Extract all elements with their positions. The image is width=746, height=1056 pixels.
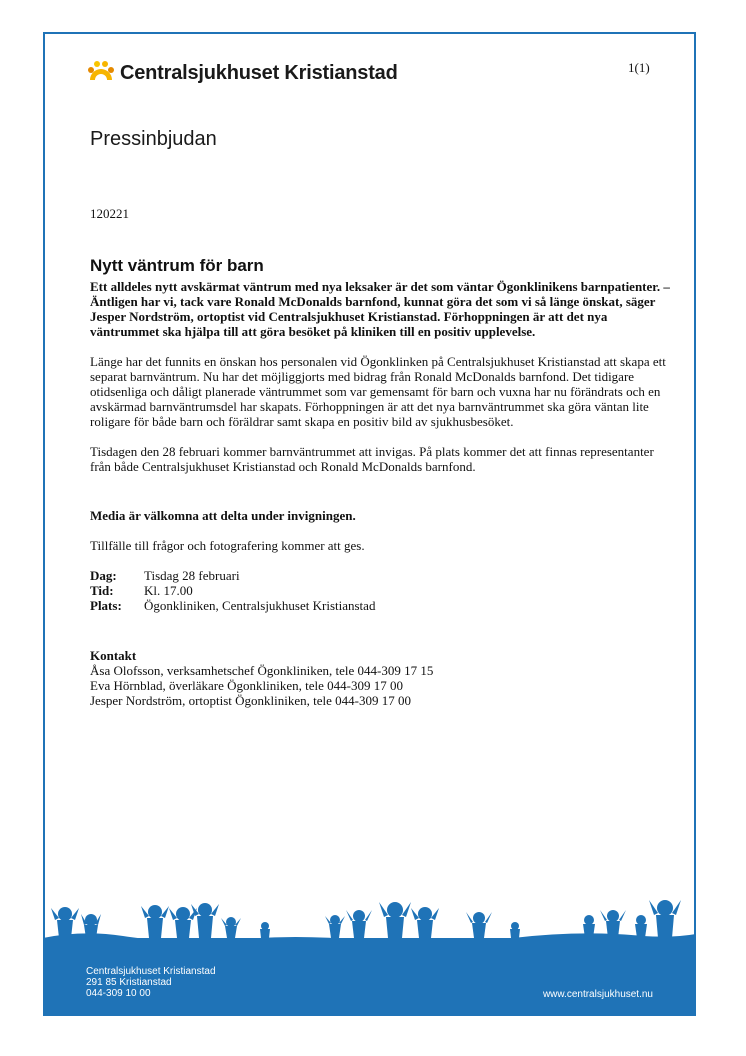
detail-row-day xyxy=(90,568,670,583)
document-type: Pressinbjudan xyxy=(90,128,217,150)
logo-text: Centralsjukhuset Kristianstad xyxy=(120,61,398,84)
sun-logo-icon xyxy=(86,58,116,88)
detail-label: Plats: xyxy=(90,598,122,613)
contact-section xyxy=(90,648,670,708)
media-note: Media är välkomna att delta under invigningen. xyxy=(90,508,356,523)
footer-address-line: Centralsjukhuset Kristianstad xyxy=(86,966,216,977)
questions-note: Tillfälle till frågor och fotografering kommer att ges. xyxy=(90,538,365,553)
detail-label: Dag: xyxy=(90,568,117,583)
contact-line: Åsa Olofsson, verksamhetschef Ögonkliniken, tele 044-309 17 15 xyxy=(90,663,434,678)
body-paragraph-2: Tisdagen den 28 februari kommer barnväntrummet att invigas. På plats kommer det att finnas representanter från både Centralsjukhuset Kristianstad och Ronald McDonalds barnfond. xyxy=(90,444,654,474)
detail-value: Kl. 17.00 xyxy=(144,583,193,598)
lead-paragraph: Ett alldeles nytt avskärmat väntrum med nya leksaker är det som väntar Ögonklinikens barnpatienter. – Äntligen har vi, tack vare Ronald McDonalds barnfond, kunnat göra det som vi så länge önskat, säger Jesper Nordström, ortoptist vid Centralsjukhuset Kristianstad. Förhoppningen är att det nya väntrummet ska hjälpa till att göra besöket på kliniken till en positiv upplevelse. xyxy=(90,279,670,339)
main-content xyxy=(90,256,670,708)
detail-value: Tisdag 28 februari xyxy=(144,568,240,583)
detail-value: Ögonkliniken, Centralsjukhuset Kristianstad xyxy=(144,598,376,613)
document-date: 120221 xyxy=(90,206,129,221)
contact-heading: Kontakt xyxy=(90,648,137,663)
event-details xyxy=(90,568,670,613)
detail-row-time xyxy=(90,583,670,598)
body-paragraph-1: Länge har det funnits en önskan hos personalen vid Ögonklinken på Centralsjukhuset Kristianstad att skapa ett separat barnväntrum. Nu har det möjliggjorts med bidrag från Ronald McDonalds barnfond. Det tidigare otidsenliga och dåligt planerade väntrummet som var gemensamt för barn och vuxna har nu förändrats och en avskärmad barnväntrumsdel har skapats. Förhoppningen är att det nya barnväntrummet ska göra väntan lite roligare för både barn och föräldrar samt skapa en positiv bild av sjukhusbesöket. xyxy=(90,354,666,429)
contact-line: Jesper Nordström, ortoptist Ögonkliniken, tele 044-309 17 00 xyxy=(90,693,411,708)
footer-address-line: 291 85 Kristianstad xyxy=(86,977,172,988)
footer xyxy=(43,938,696,1016)
page-title: Nytt väntrum för barn xyxy=(90,256,264,275)
logo xyxy=(86,58,398,88)
page-number: 1(1) xyxy=(628,60,650,75)
contact-line: Eva Hörnblad, överläkare Ögonkliniken, tele 044-309 17 00 xyxy=(90,678,403,693)
detail-row-place xyxy=(90,598,670,613)
footer-address-line: 044-309 10 00 xyxy=(86,988,151,999)
footer-website-link[interactable]: www.centralsjukhuset.nu xyxy=(542,989,653,1000)
footer-address xyxy=(86,966,216,999)
detail-label: Tid: xyxy=(90,583,114,598)
